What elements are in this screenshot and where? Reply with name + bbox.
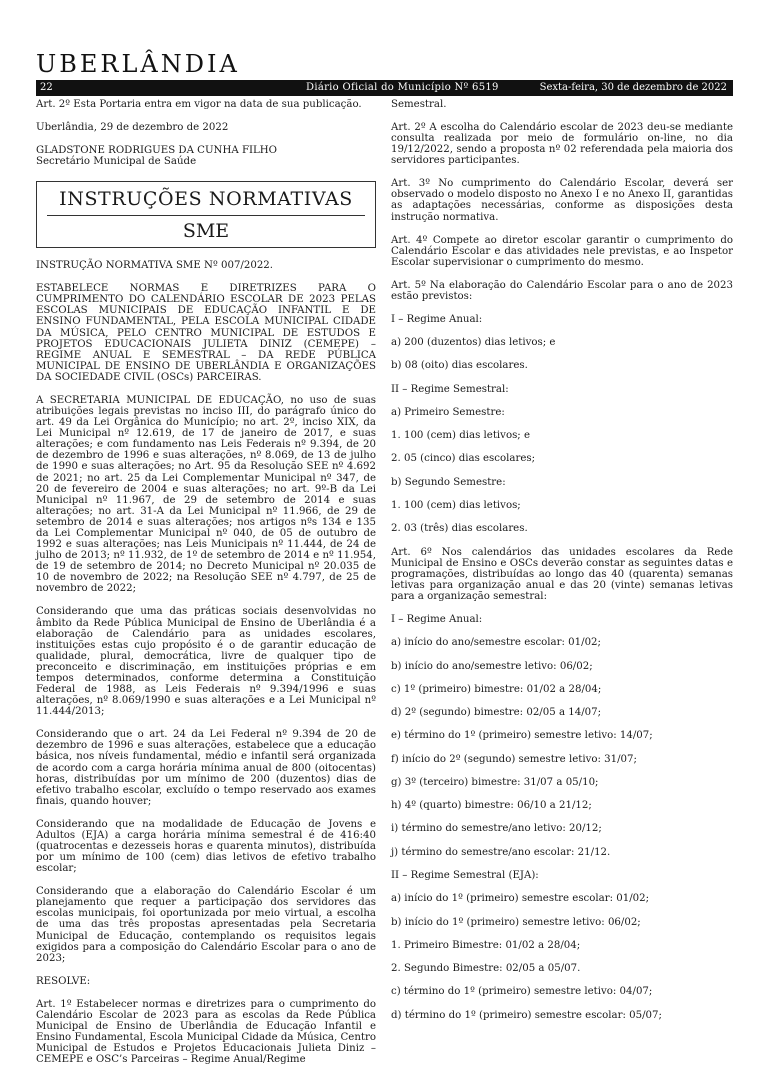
list-item: 2. 05 (cinco) dias escolares; bbox=[391, 453, 536, 465]
paragraph: Art. 1º Estabelecer normas e diretrizes para o cumprimento do Calendário Escolar de 2023 para as escolas da Rede Pública Municipal de Ensino de Uberlândia de Educação Infantil e Ensino Fundamental, Escola Municipal Cidade da Música, Centro Municipal de Estudos e Projetos Educacionais Julieta Diniz – CEMEPE e OSC’s Parceiras – Regime Anual/Regime bbox=[36, 998, 376, 1066]
paragraph: Art. 3º No cumprimento do Calendário Escolar, deverá ser observado o modelo disposto no Anexo I e no Anexo II, garantidas as adaptações necessárias, conforme as disposições desta instrução normativa. bbox=[391, 178, 733, 223]
list-item: e) término do 1º (primeiro) semestre letivo: 14/07; bbox=[391, 730, 653, 742]
left-column bbox=[36, 99, 376, 1077]
paragraph: Art. 4º Compete ao diretor escolar garantir o cumprimento do Calendário Escolar e das atividades nele previstas, e ao Inspetor Escolar supervisionar o cumprimento do mesmo. bbox=[391, 234, 733, 268]
list-item: II – Regime Semestral: bbox=[391, 383, 509, 395]
list-item: 1. Primeiro Bimestre: 01/02 a 28/04; bbox=[391, 939, 581, 951]
masthead: UBERLÂNDIA bbox=[36, 50, 240, 78]
list-item: 1. 100 (cem) dias letivos; bbox=[391, 500, 521, 512]
list-item: 2. 03 (três) dias escolares. bbox=[391, 523, 528, 535]
paragraph: Considerando que a elaboração do Calendário Escolar é um planejamento que requer a participação dos servidores das escolas municipais, foi oportunizada por meio virtual, a escolha de uma das três propostas apresentadas pela Secretaria Municipal de Educação, contemplando os requisitos legais exigidos para a composição do Calendário Escolar para o ano de 2023; bbox=[36, 886, 376, 964]
paragraph: Art. 2º Esta Portaria entra em vigor na data de sua publicação. bbox=[36, 99, 362, 110]
header-bar bbox=[36, 80, 733, 96]
paragraph: Art. 6º Nos calendários das unidades escolares da Rede Municipal de Ensino e OSCs deverão constar as seguintes datas e programações, distribuídas ao longo das 40 (quarenta) semanas letivas para organização anual e das 20 (vinte) semanas letivas para a organização semestral: bbox=[391, 546, 733, 602]
signature-role: Secretário Municipal de Saúde bbox=[36, 156, 197, 168]
paragraph: Semestral. bbox=[391, 99, 447, 110]
list-item: a) 200 (duzentos) dias letivos; e bbox=[391, 337, 556, 349]
section-title: INSTRUÇÕES NORMATIVAS bbox=[59, 188, 353, 211]
list-item: 2. Segundo Bimestre: 02/05 a 05/07. bbox=[391, 963, 581, 975]
signature-block bbox=[36, 145, 376, 167]
paragraph: Considerando que o art. 24 da Lei Federal nº 9.394 de 20 de dezembro de 1996 e suas alterações, estabelece que a educação básica, nos níveis fundamental, médio e infantil será organizada de acordo com a carga horária mínima anual de 800 (oitocentas) horas, distribuídas por um mínimo de 200 (duzentos) dias de efetivo trabalho escolar, excluído o tempo reservado aos exames finais, quando houver; bbox=[36, 729, 376, 807]
section-header bbox=[36, 181, 376, 248]
section-divider bbox=[47, 215, 365, 216]
list-item: b) início do ano/semestre letivo: 06/02; bbox=[391, 660, 593, 672]
resolve-heading: RESOLVE: bbox=[36, 975, 91, 987]
page-number: 22 bbox=[40, 82, 53, 93]
paragraph: Art. 2º A escolha do Calendário escolar de 2023 deu-se mediante consulta realizada por meio de formulário on-line, no dia 19/12/2022, sendo a proposta nº 02 referendada pela maioria dos servidores participantes. bbox=[391, 121, 733, 167]
list-item: b) Segundo Semestre: bbox=[391, 476, 506, 488]
list-item: j) término do semestre/ano escolar: 21/12. bbox=[391, 846, 611, 858]
list-item: a) início do 1º (primeiro) semestre escolar: 01/02; bbox=[391, 893, 650, 905]
list-item: f) início do 2º (segundo) semestre letivo: 31/07; bbox=[391, 753, 637, 765]
list-item: 1. 100 (cem) dias letivos; e bbox=[391, 430, 530, 442]
list-item: g) 3º (terceiro) bimestre: 31/07 a 05/10; bbox=[391, 776, 599, 788]
list-item: a) início do ano/semestre escolar: 01/02; bbox=[391, 637, 601, 649]
instruction-title: INSTRUÇÃO NORMATIVA SME Nº 007/2022. bbox=[36, 260, 274, 272]
list-item: d) término do 1º (primeiro) semestre escolar: 05/07; bbox=[391, 1009, 662, 1021]
publication-title: Diário Oficial do Município Nº 6519 bbox=[306, 82, 499, 93]
list-item: c) término do 1º (primeiro) semestre letivo: 04/07; bbox=[391, 986, 653, 998]
paragraph: Considerando que uma das práticas sociais desenvolvidas no âmbito da Rede Pública Municipal de Ensino de Uberlândia é a elaboração de Calendário para as unidades escolares, instituições estas cujo propósito é o de garantir educação de qualidade, plural, democrática, livre de qualquer tipo de preconceito e discriminação, em instituições próprias e em tempos determinados, conforme determina a Constituição Federal de 1988, as Leis Federais nº 9.394/1996 e suas alterações, nº 8.069/1990 e suas alterações e a Lei Municipal nº 11.444/2013; bbox=[36, 606, 376, 718]
preamble: A SECRETARIA MUNICIPAL DE EDUCAÇÃO, no uso de suas atribuições legais previstas no inciso III, do parágrafo único do art. 49 da Lei Orgânica do Município; no art. 2º, inciso XIX, da Lei Municipal nº 12.619, de 17 de janeiro de 2017, e suas alterações; e com fundamento nas Leis Federais nº 9.394, de 20 de dezembro de 1996 e suas alterações, nº 8.069, de 13 de julho de 1990 e suas alterações; no Art. 95 da Resolução SEE nº 4.692 de 2021; no art. 25 da Lei Complementar Municipal nº 347, de 20 de fevereiro de 2004 e suas alterações; no art. 9º-B da Lei Municipal nº 11.967, de 29 de setembro de 2014 e suas alterações; no art. 31-A da Lei Municipal nº 11.966, de 29 de setembro de 2014 e suas alterações; nos artigos nºs 134 e 135 da Lei Complementar Municipal nº 040, de 05 de outubro de 1992 e suas alterações; nas Leis Municipais nº 11.444, de 24 de julho de 2013; nº 11.932, de 1º de setembro de 2014 e nº 11.954, de 19 de setembro de 2014; no Decreto Municipal nº 20.035 de 10 de novembro de 2022; na Resolução SEE nº 4.797, de 25 de novembro de 2022; bbox=[36, 394, 376, 595]
list-item: I – Regime Anual: bbox=[391, 313, 483, 325]
publication-date: Sexta-feira, 30 de dezembro de 2022 bbox=[539, 82, 727, 93]
list-item: d) 2º (segundo) bimestre: 02/05 a 14/07; bbox=[391, 707, 602, 719]
list-item: h) 4º (quarto) bimestre: 06/10 a 21/12; bbox=[391, 800, 592, 812]
paragraph: Considerando que na modalidade de Educação de Jovens e Adultos (EJA) a carga horária mínima semestral é de 416:40 (quatrocentas e dezesseis horas e quarenta minutos), distribuída por um mínimo de 100 (cem) dias letivos de efetivo trabalho escolar; bbox=[36, 818, 376, 875]
section-subtitle: SME bbox=[182, 220, 230, 243]
paragraph: Art. 5º Na elaboração do Calendário Escolar para o ano de 2023 estão previstos: bbox=[391, 279, 733, 302]
list-item: a) Primeiro Semestre: bbox=[391, 406, 505, 418]
right-column bbox=[391, 99, 733, 1033]
list-item: b) 08 (oito) dias escolares. bbox=[391, 360, 528, 372]
list-item: II – Regime Semestral (EJA): bbox=[391, 870, 539, 882]
list-item: I – Regime Anual: bbox=[391, 613, 483, 625]
list-item: i) término do semestre/ano letivo: 20/12; bbox=[391, 823, 602, 835]
signature-name: GLADSTONE RODRIGUES DA CUNHA FILHO bbox=[36, 144, 278, 156]
list-item: c) 1º (primeiro) bimestre: 01/02 a 28/04; bbox=[391, 683, 602, 695]
list-item: b) início do 1º (primeiro) semestre letivo: 06/02; bbox=[391, 916, 641, 928]
ementa: ESTABELECE NORMAS E DIRETRIZES PARA O CUMPRIMENTO DO CALENDÁRIO ESCOLAR DE 2023 PELAS ESCOLAS MUNICIPAIS DE EDUCAÇÃO INFANTIL E DE ENSINO FUNDAMENTAL, PELA ESCOLA MUNICIPAL CIDADE DA MÚSICA, PELO CENTRO MUNICIPAL DE ESTUDOS E PROJETOS EDUCACIONAIS JULIETA DINIZ (CEMEPE) – REGIME ANUAL E SEMESTRAL – DA REDE PÚBLICA MUNICIPAL DE ENSINO DE UBERLÂNDIA E ORGANIZAÇÕES DA SOCIEDADE CIVIL (OSCs) PARCEIRAS. bbox=[36, 283, 376, 383]
place-date: Uberlândia, 29 de dezembro de 2022 bbox=[36, 121, 229, 133]
